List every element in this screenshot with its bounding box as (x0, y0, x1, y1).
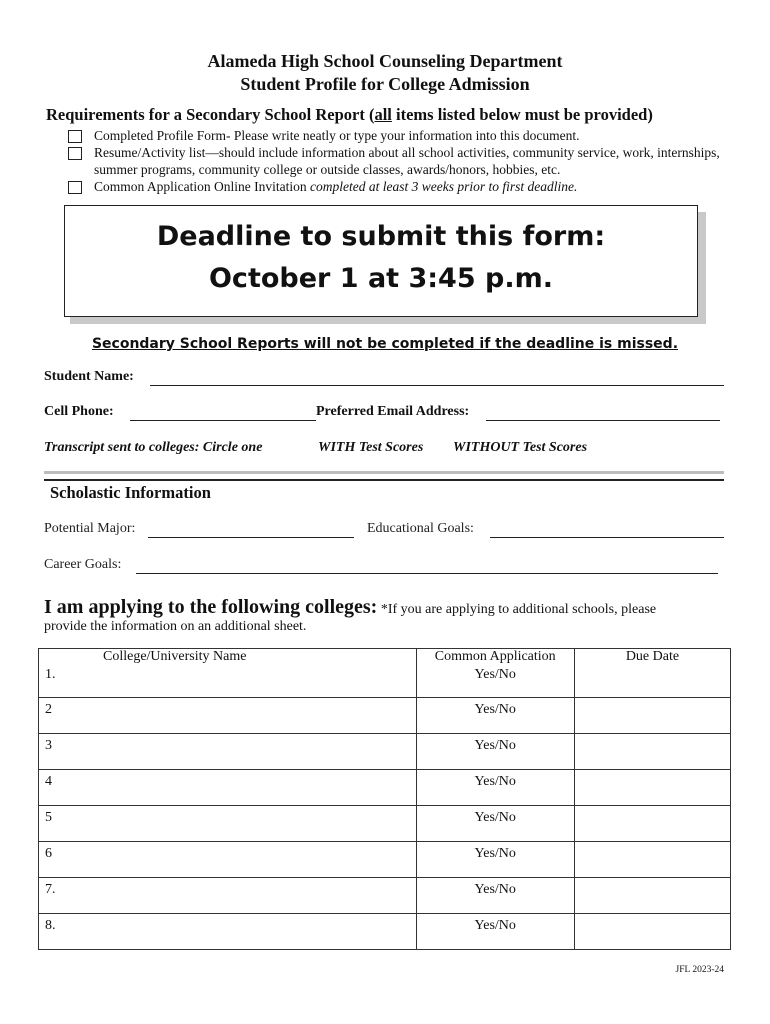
column-header-college: College/University Name (103, 649, 247, 664)
deadline-line2: October 1 at 3:45 p.m. (208, 263, 553, 294)
colleges-note: provide the information on an additional sheet. (44, 619, 307, 634)
common-app-cell[interactable] (416, 698, 574, 734)
potential-major-label: Potential Major: (44, 521, 136, 536)
common-app-cell[interactable] (416, 806, 574, 842)
due-date-cell[interactable] (574, 878, 730, 914)
common-app-cell[interactable] (416, 842, 574, 878)
table-row (39, 770, 731, 806)
table-row (39, 878, 731, 914)
yes-no-text: Yes/No (474, 738, 516, 753)
yes-no-text: Yes/No (474, 918, 516, 933)
common-app-cell[interactable] (416, 734, 574, 770)
common-app-cell[interactable] (416, 878, 574, 914)
career-goals-label: Career Goals: (44, 557, 122, 572)
due-date-cell[interactable] (574, 698, 730, 734)
table-row (39, 698, 731, 734)
college-name-cell[interactable] (39, 649, 417, 698)
yes-no-text: Yes/No (474, 702, 516, 717)
due-date-cell[interactable] (574, 842, 730, 878)
yes-no-text: Yes/No (474, 882, 516, 897)
requirement-item: Common Application Online Invitation completed at least 3 weeks prior to first deadline. (64, 178, 744, 195)
student-name-field[interactable] (150, 371, 724, 386)
row-number: 4 (45, 774, 52, 789)
checkbox[interactable] (68, 130, 82, 143)
common-app-cell[interactable] (416, 770, 574, 806)
college-name-cell[interactable] (39, 734, 417, 770)
due-date-cell[interactable] (574, 806, 730, 842)
cell-phone-field[interactable] (130, 406, 316, 421)
requirement-item: Resume/Activity list—should include information about all school activities, community service, work, internships, summer programs, community college or outside classes, awards/honors, hobbies, etc. (64, 144, 744, 178)
table-row (39, 842, 731, 878)
deadline-line1: Deadline to submit this form: (156, 221, 606, 252)
due-date-cell[interactable] (574, 734, 730, 770)
yes-no-text: Yes/No (474, 846, 516, 861)
row-number: 7. (45, 882, 56, 897)
career-goals-field[interactable] (136, 559, 718, 574)
row-number: 6 (45, 846, 52, 861)
option-without-test-scores[interactable]: WITHOUT Test Scores (453, 440, 588, 455)
colleges-table (38, 648, 731, 950)
column-header-common-app: Common Application (434, 649, 556, 664)
checkbox[interactable] (68, 181, 82, 194)
table-row (39, 806, 731, 842)
row-number: 3 (45, 738, 52, 753)
row-number: 5 (45, 810, 52, 825)
section-divider (44, 471, 724, 474)
educational-goals-field[interactable] (490, 523, 724, 538)
yes-no-text: Yes/No (474, 667, 516, 682)
row-number: 8. (45, 918, 56, 933)
document-title: Alameda High School Counseling Department (207, 51, 563, 71)
student-name-label: Student Name: (44, 369, 134, 384)
deadline-box (64, 205, 698, 317)
email-field[interactable] (486, 406, 720, 421)
transcript-label: Transcript sent to colleges: Circle one (44, 440, 263, 455)
due-date-cell[interactable] (574, 649, 730, 698)
requirements-heading: Requirements for a Secondary School Report (all items listed below must be provided) (46, 105, 653, 124)
common-app-cell[interactable] (416, 914, 574, 950)
cell-phone-label: Cell Phone: (44, 404, 114, 419)
section-divider (44, 479, 724, 481)
yes-no-text: Yes/No (474, 774, 516, 789)
table-row (39, 734, 731, 770)
common-app-cell[interactable] (416, 649, 574, 698)
college-name-cell[interactable] (39, 806, 417, 842)
footer-code: JFL 2023-24 (675, 965, 724, 975)
email-label: Preferred Email Address: (316, 404, 470, 419)
due-date-cell[interactable] (574, 914, 730, 950)
college-name-cell[interactable] (39, 770, 417, 806)
educational-goals-label: Educational Goals: (367, 521, 474, 536)
scholastic-heading: Scholastic Information (50, 483, 211, 502)
college-name-cell[interactable] (39, 914, 417, 950)
yes-no-text: Yes/No (474, 810, 516, 825)
column-header-due-date: Due Date (625, 649, 680, 664)
requirements-list (64, 127, 744, 195)
document-subtitle: Student Profile for College Admission (240, 74, 530, 94)
potential-major-field[interactable] (148, 523, 354, 538)
requirement-item: Completed Profile Form- Please write neatly or type your information into this document. (64, 127, 744, 144)
option-with-test-scores[interactable]: WITH Test Scores (318, 440, 424, 455)
colleges-heading: I am applying to the following colleges: *If you are applying to additional schools, please (44, 596, 657, 618)
college-name-cell[interactable] (39, 842, 417, 878)
college-name-cell[interactable] (39, 698, 417, 734)
row-number: 1. (45, 667, 56, 682)
checkbox[interactable] (68, 147, 82, 160)
deadline-warning: Secondary School Reports will not be completed if the deadline is missed. (91, 336, 679, 352)
due-date-cell[interactable] (574, 770, 730, 806)
table-row (39, 914, 731, 950)
row-number: 2 (45, 702, 52, 717)
college-name-cell[interactable] (39, 878, 417, 914)
table-row (39, 649, 731, 698)
